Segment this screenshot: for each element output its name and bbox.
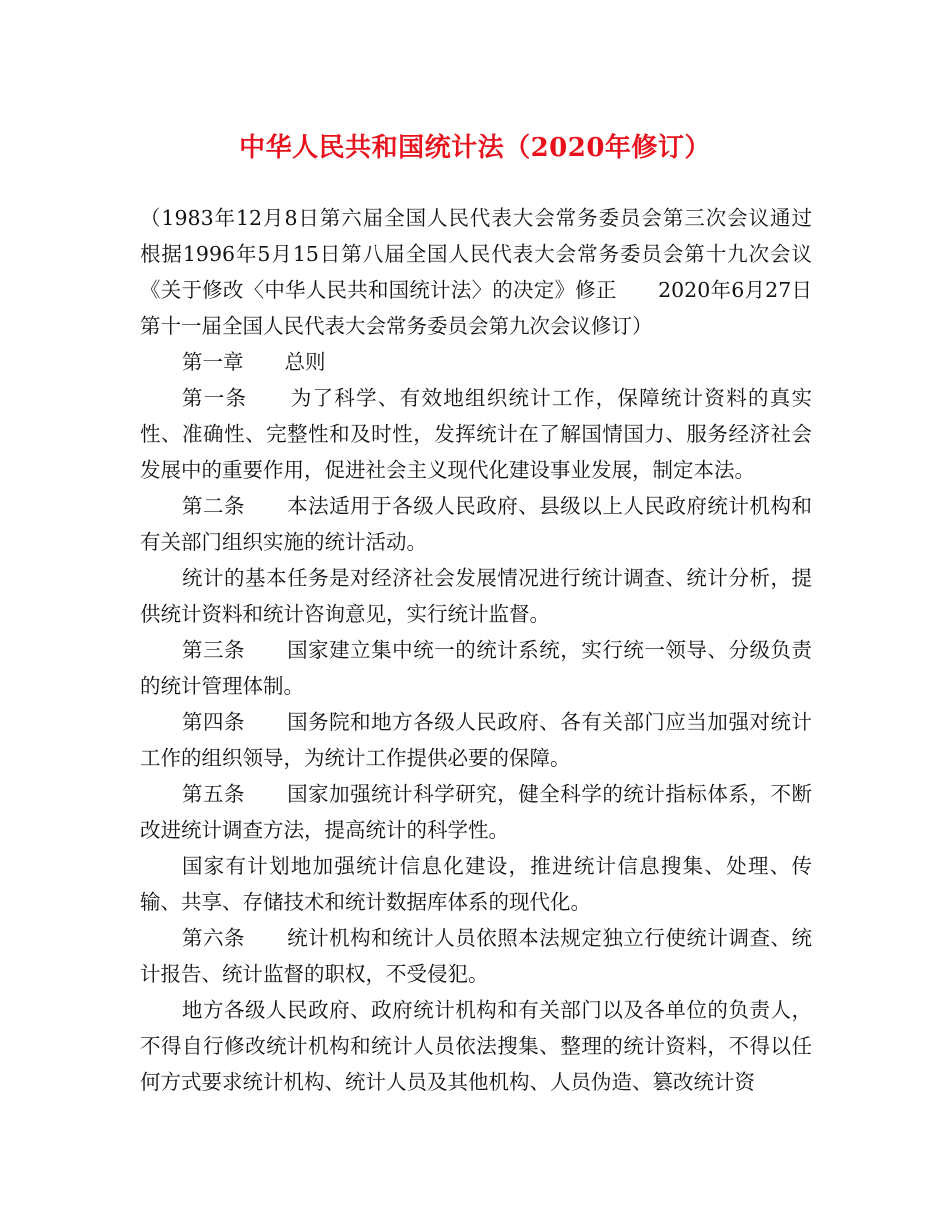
article-6-paragraph: 第六条 统计机构和统计人员依照本法规定独立行使统计调查、统计报告、统计监督的职权，不受侵犯。 — [140, 926, 812, 986]
article-4-paragraph: 第四条 国务院和地方各级人民政府、各有关部门应当加强对统计工作的组织领导，为统计工作提供必要的保障。 — [140, 710, 812, 770]
article-5-paragraph: 第五条 国家加强统计科学研究，健全科学的统计指标体系，不断改进统计调查方法，提高统计的科学性。 — [140, 782, 812, 842]
article-3-paragraph: 第三条 国家建立集中统一的统计系统，实行统一领导、分级负责的统计管理体制。 — [140, 638, 812, 698]
document-title: 中华人民共和国统计法（2020年修订） — [239, 133, 711, 163]
article-1-paragraph: 第一条 为了科学、有效地组织统计工作，保障统计资料的真实性、准确性、完整性和及时性，发挥统计在了解国情国力、服务经济社会发展中的重要作用，促进社会主义现代化建设事业发展，制定本法。 — [140, 386, 812, 482]
preamble-paragraph: （1983年12月8日第六届全国人民代表大会常务委员会第三次会议通过 根据1996年5月15日第八届全国人民代表大会常务委员会第十九次会议《关于修改〈中华人民共和国统计法〉的决定》修正 2020年6月27日第十一届全国人民代表大会常务委员会第九次会议修订） — [140, 206, 853, 338]
document-body — [140, 200, 853, 1100]
article-2-paragraph-2: 统计的基本任务是对经济社会发展情况进行统计调查、统计分析，提供统计资料和统计咨询意见，实行统计监督。 — [140, 566, 812, 626]
article-6-paragraph-2: 地方各级人民政府、政府统计机构和有关部门以及各单位的负责人，不得自行修改统计机构和统计人员依法搜集、整理的统计资料，不得以任何方式要求统计机构、统计人员及其他机构、人员伪造、篡改统计资 — [140, 998, 812, 1094]
article-2-paragraph: 第二条 本法适用于各级人民政府、县级以上人民政府统计机构和有关部门组织实施的统计活动。 — [140, 494, 812, 554]
chapter-heading: 第一章 总则 — [182, 350, 326, 374]
article-5-paragraph-2: 国家有计划地加强统计信息化建设，推进统计信息搜集、处理、传输、共享、存储技术和统计数据库体系的现代化。 — [140, 854, 812, 914]
